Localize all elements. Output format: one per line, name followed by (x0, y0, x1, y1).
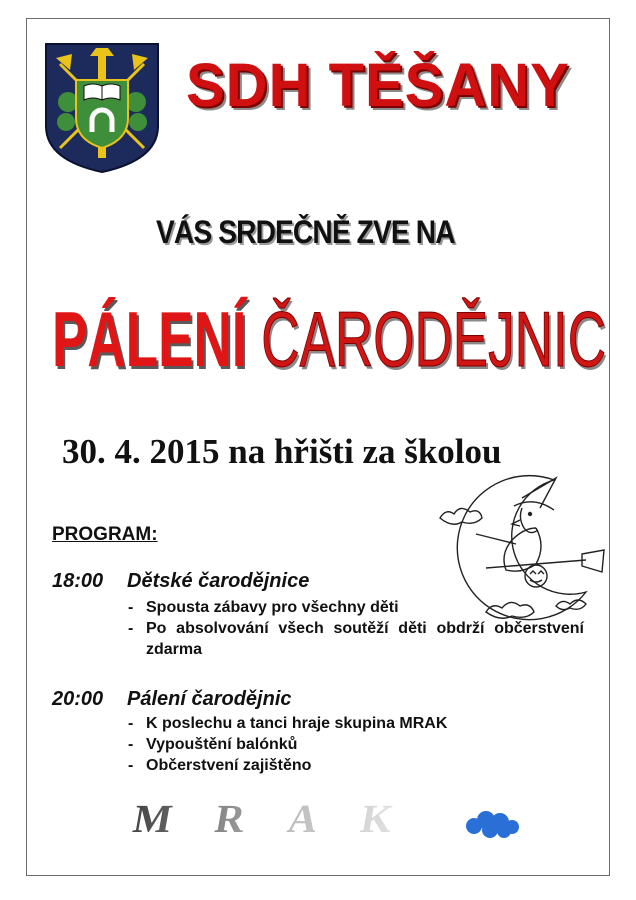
cloud-icon (466, 811, 519, 838)
mrak-logo-text: MRAK (130, 796, 441, 841)
event-title (52, 295, 607, 383)
program-heading: PROGRAM: (52, 524, 158, 545)
list-item: - Po absolvování všech soutěží děti obdrží občerstvení zdarma (128, 620, 584, 658)
list-item-text: Občerstvení zajištěno (146, 757, 312, 774)
sdh-emblem-icon (42, 40, 162, 176)
list-item-text: K poslechu a tanci hraje skupina MRAK (146, 715, 448, 732)
program-slot-1 (52, 570, 309, 593)
date-location: 30. 4. 2015 na hřišti za školou (62, 432, 502, 471)
slot-time: 20:00 (52, 688, 104, 710)
slot-title: Dětské čarodějnice (127, 570, 310, 592)
list-item: - K poslechu a tanci hraje skupina MRAK (128, 715, 448, 732)
page-title: SDH TĚŠANY (186, 51, 570, 120)
event-title-word1: PÁLENÍ (52, 295, 247, 383)
invitation-text: VÁS SRDEČNĚ ZVE NA (156, 214, 455, 250)
list-item-text: Vypouštění balónků (146, 736, 298, 753)
list-item-text: Spousta zábavy pro všechny děti (146, 599, 399, 616)
list-item: - Vypouštění balónků (128, 736, 298, 753)
slot-time: 18:00 (52, 570, 104, 592)
slot-1-items (126, 597, 584, 660)
list-item: - Spousta zábavy pro všechny děti (128, 599, 399, 616)
list-item: - Občerstvení zajištěno (128, 757, 312, 774)
slot-title: Pálení čarodějnic (127, 688, 292, 710)
mrak-band-logo (124, 796, 528, 842)
slot-2-items (126, 713, 584, 776)
list-item-text: Po absolvování všech soutěží děti obdrží občerstvení zdarma (146, 620, 584, 658)
program-slot-2 (52, 688, 292, 711)
event-title-word2: ČARODĚJNIC (261, 295, 607, 383)
